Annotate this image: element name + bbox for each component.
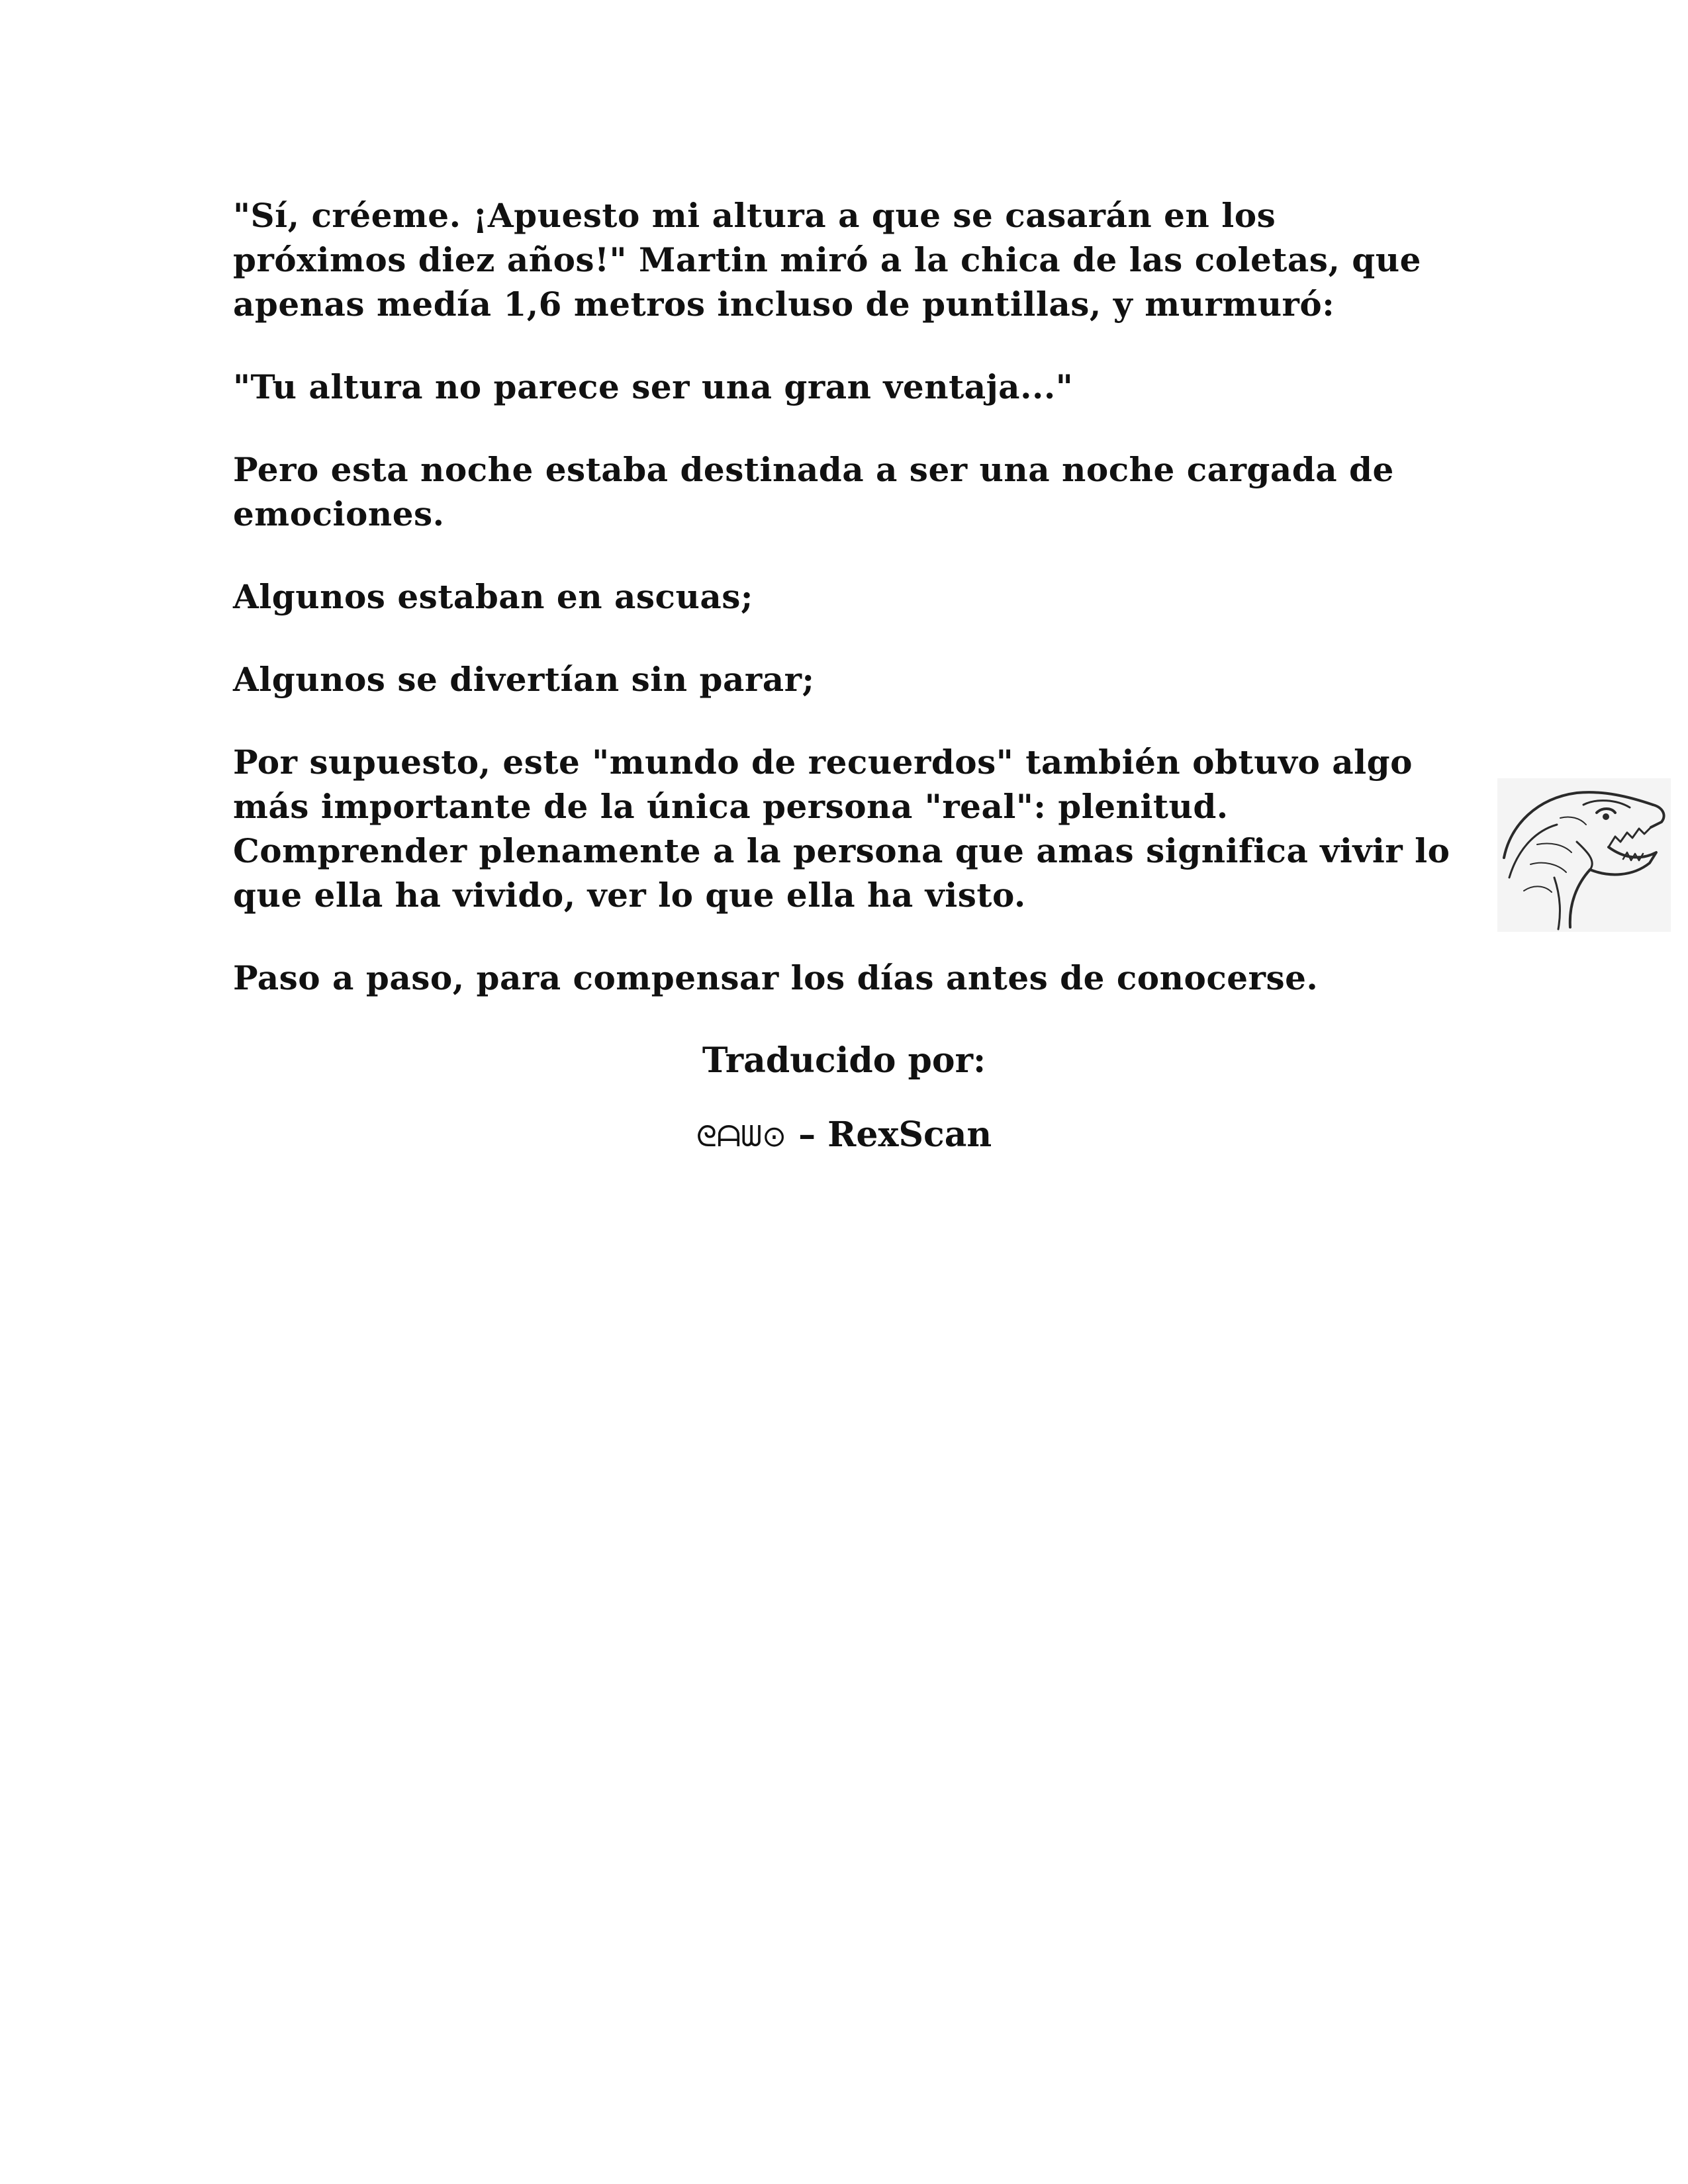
paragraph-7: Paso a paso, para compensar los días antes de conocerse.	[233, 958, 1319, 997]
paragraph-5: Algunos se divertían sin parar;	[233, 660, 815, 699]
paragraph-3: Pero esta noche estaba destinada a ser una noche cargada de emociones.	[233, 450, 1394, 533]
credits-translator	[0, 1112, 1688, 1160]
paragraph-1: "Sí, créeme. ¡Apuesto mi altura a que se casarán en los próximos diez años!" Martin miró a la chica de las coletas, que apenas medía 1,6 metros incluso de puntillas, y murmuró:	[233, 196, 1421, 324]
paragraph-2: "Tu altura no parece ser una gran ventaja..."	[233, 367, 1074, 406]
translator-name: ᘓᗩᗯ⊙	[696, 1120, 786, 1154]
scanlation-group: RexScan	[827, 1115, 992, 1155]
t-rex-logo-icon	[1497, 778, 1671, 932]
credits-title: Traducido por:	[702, 1040, 986, 1081]
paragraph-6: Por supuesto, este "mundo de recuerdos" también obtuvo algo más importante de la única persona "real": plenitud. Comprender plenamente a la persona que amas significa vivir lo que ella ha vivido, ver lo que ella ha visto.	[233, 743, 1450, 915]
body-text	[233, 193, 1451, 1038]
paragraph-4: Algunos estaban en ascuas;	[233, 577, 753, 616]
credits-separator: –	[798, 1115, 816, 1155]
